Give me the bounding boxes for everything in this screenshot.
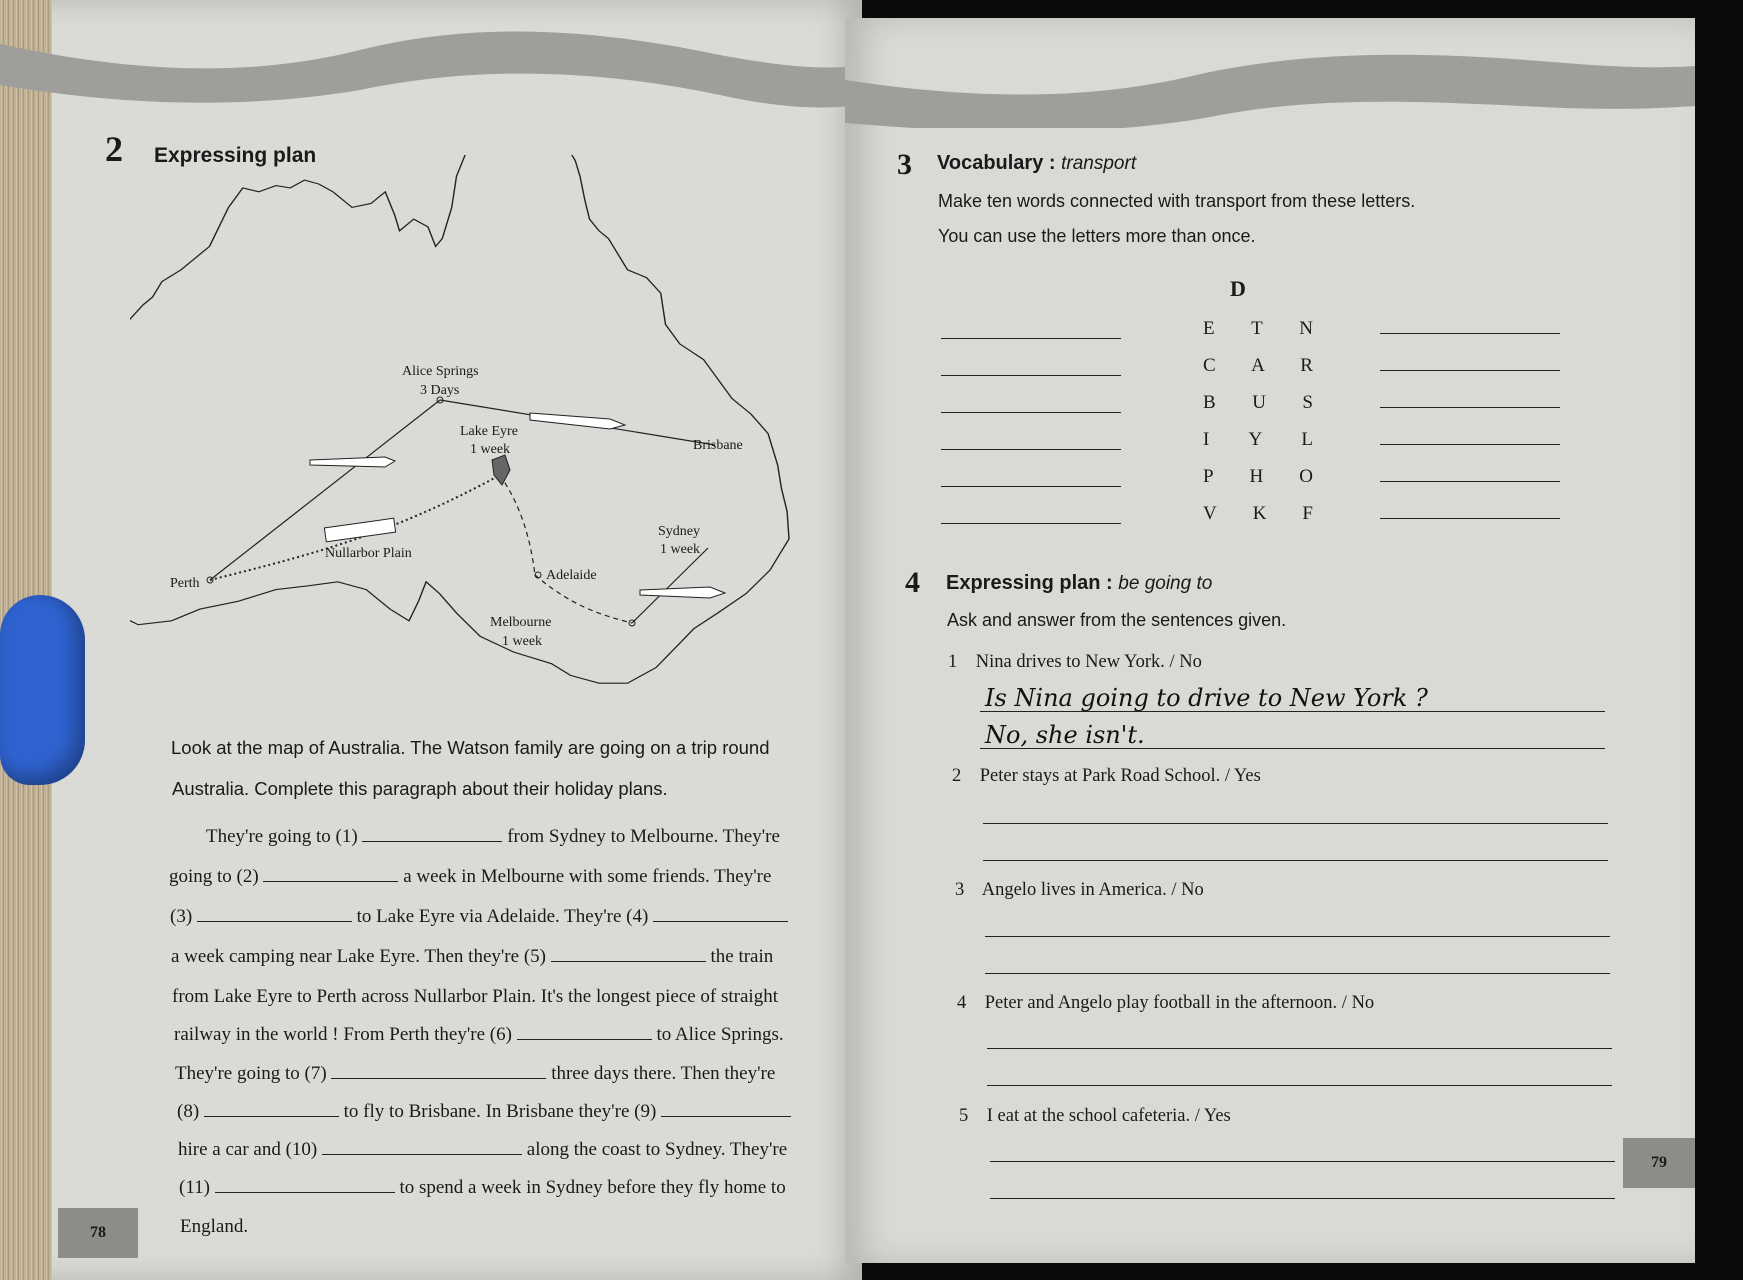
label-sydney-duration: 1 week [660, 542, 701, 557]
section3-number: 3 [897, 148, 912, 181]
instruction-line-1: Look at the map of Australia. The Watson family are going on a trip round [171, 737, 770, 758]
letter: K [1252, 503, 1267, 524]
letter: N [1299, 318, 1313, 339]
blank-11[interactable] [215, 1178, 395, 1193]
text: three days there. Then they're [551, 1063, 776, 1084]
text: (11) [179, 1177, 210, 1198]
text: to Alice Springs. [656, 1024, 784, 1045]
paragraph-line-3 [170, 906, 788, 928]
paragraph-line-11: England. [180, 1216, 249, 1237]
text: They're going to (1) [206, 826, 358, 847]
left-page [0, 0, 862, 1280]
question-number: 5 [959, 1106, 969, 1126]
text: the train [710, 946, 774, 967]
question-number: 4 [957, 993, 967, 1013]
letter: C [1203, 355, 1216, 376]
page-number-right: 79 [1623, 1138, 1695, 1188]
section4-title [946, 572, 1212, 595]
blank-5[interactable] [551, 947, 706, 962]
page-number-left: 78 [58, 1208, 138, 1258]
paragraph-line-10 [179, 1177, 786, 1199]
question-5 [959, 1106, 1231, 1127]
answer-line-right-4[interactable] [1380, 444, 1560, 445]
question-text: Nina drives to New York. / No [975, 652, 1202, 672]
title-text: Vocabulary : [937, 152, 1056, 174]
paragraph-line-7 [175, 1063, 775, 1085]
eraser-object [0, 595, 85, 785]
answer-line-q4-a[interactable] [987, 1048, 1612, 1049]
text: from Sydney to Melbourne. They're [507, 826, 780, 847]
handwritten-answer-1: Is Nina going to drive to New York ? [985, 684, 1428, 712]
answer-line-q1-b[interactable] [980, 748, 1605, 749]
answer-line-right-6[interactable] [1380, 518, 1560, 519]
answer-line-left-1[interactable] [941, 338, 1121, 339]
question-3 [955, 880, 1204, 901]
label-adelaide: Adelaide [546, 568, 597, 583]
question-number: 1 [948, 652, 958, 672]
text: along the coast to Sydney. They're [526, 1139, 788, 1160]
section4-number: 4 [905, 566, 920, 599]
blank-4[interactable] [653, 907, 788, 922]
paragraph-line-9 [178, 1139, 787, 1161]
blank-7[interactable] [331, 1064, 546, 1079]
letter-row-4 [1203, 429, 1313, 451]
answer-line-q3-b[interactable] [985, 973, 1610, 974]
label-alice-springs-duration: 3 Days [420, 383, 460, 398]
letter: F [1302, 503, 1313, 524]
answer-line-right-3[interactable] [1380, 407, 1560, 408]
text: to Lake Eyre via Adelaide. They're (4) [356, 906, 649, 927]
section3-title [937, 152, 1136, 175]
letter: L [1301, 429, 1313, 450]
label-brisbane: Brisbane [693, 438, 743, 453]
answer-line-right-5[interactable] [1380, 481, 1560, 482]
right-page [845, 18, 1695, 1263]
letter: I [1203, 429, 1210, 450]
australia-map [130, 155, 850, 735]
answer-line-left-3[interactable] [941, 412, 1121, 413]
text: (8) [177, 1101, 200, 1122]
question-text: Peter stays at Park Road School. / Yes [979, 766, 1261, 786]
letter: T [1251, 318, 1263, 339]
paragraph-line-5: from Lake Eyre to Perth across Nullarbor Plain. It's the longest piece of straight [172, 986, 778, 1007]
paragraph-line-8 [177, 1101, 791, 1123]
header-wave-band [845, 28, 1695, 128]
title-text: Expressing plan : [946, 572, 1113, 594]
label-lake-eyre-duration: 1 week [470, 442, 511, 457]
blank-10[interactable] [322, 1140, 522, 1155]
instruction-line-2: Australia. Complete this paragraph about their holiday plans. [172, 778, 668, 799]
letter-row-1 [1203, 318, 1313, 340]
blank-3[interactable] [197, 907, 352, 922]
header-wave-band [0, 10, 862, 110]
label-perth: Perth [170, 576, 200, 591]
question-2 [952, 766, 1261, 787]
answer-line-q5-a[interactable] [990, 1161, 1615, 1162]
answer-line-right-1[interactable] [1380, 333, 1560, 334]
subtitle-text: transport [1061, 153, 1137, 174]
text: hire a car and (10) [178, 1139, 318, 1160]
letter: V [1203, 503, 1217, 524]
label-alice-springs: Alice Springs [402, 364, 479, 379]
letter-top: D [1230, 276, 1246, 301]
text: going to (2) [169, 866, 259, 887]
label-nullarbor-plain: Nullarbor Plain [325, 546, 412, 561]
letter: E [1203, 318, 1215, 339]
letter: H [1249, 466, 1264, 487]
question-text: Peter and Angelo play football in the afternoon. / No [984, 993, 1375, 1013]
section3-instruction-1: Make ten words connected with transport from these letters. [938, 191, 1416, 211]
paragraph-line-2 [169, 866, 771, 888]
section-number: 2 [105, 129, 123, 169]
australia-outline [130, 155, 789, 683]
paragraph-line-6 [174, 1024, 784, 1046]
text: to fly to Brisbane. In Brisbane they're (9) [343, 1101, 657, 1122]
label-melbourne: Melbourne [490, 615, 552, 630]
label-melbourne-duration: 1 week [502, 634, 543, 649]
text: railway in the world ! From Perth they're (6) [174, 1024, 512, 1045]
label-sydney: Sydney [658, 524, 700, 539]
text: (3) [170, 906, 193, 927]
answer-line-q2-b[interactable] [983, 860, 1608, 861]
answer-line-q1-a[interactable] [980, 711, 1605, 712]
answer-line-left-4[interactable] [941, 449, 1121, 450]
section-title: Expressing plan [154, 144, 317, 167]
blank-2[interactable] [263, 867, 398, 882]
answer-line-right-2[interactable] [1380, 370, 1560, 371]
letter-row-6 [1203, 503, 1313, 525]
text: to spend a week in Sydney before they fly home to [399, 1177, 786, 1198]
letter: Y [1248, 429, 1263, 450]
answer-line-q5-b[interactable] [990, 1198, 1615, 1199]
answer-line-q4-b[interactable] [987, 1085, 1612, 1086]
answer-line-left-2[interactable] [941, 375, 1121, 376]
letter: U [1252, 392, 1266, 413]
letter-row-2 [1203, 355, 1313, 377]
letter: P [1203, 466, 1214, 487]
text: They're going to (7) [175, 1063, 327, 1084]
paragraph-line-4 [171, 946, 773, 968]
subtitle-text: be going to [1118, 573, 1213, 594]
blank-1[interactable] [362, 827, 502, 842]
letter-row-5 [1203, 466, 1313, 488]
question-text: Angelo lives in America. / No [981, 880, 1204, 900]
blank-9[interactable] [661, 1102, 791, 1117]
answer-line-q3-a[interactable] [985, 936, 1610, 937]
letter: R [1300, 355, 1313, 376]
question-text: I eat at the school cafeteria. / Yes [986, 1106, 1231, 1126]
blank-8[interactable] [204, 1102, 339, 1117]
question-1 [948, 652, 1202, 673]
letter: O [1299, 466, 1313, 487]
text: a week in Melbourne with some friends. They're [403, 866, 772, 887]
question-number: 3 [955, 880, 965, 900]
section4-instruction: Ask and answer from the sentences given. [947, 610, 1287, 630]
text: a week camping near Lake Eyre. Then they're (5) [171, 946, 546, 967]
letter: A [1251, 355, 1265, 376]
blank-6[interactable] [517, 1025, 652, 1040]
answer-line-q2-a[interactable] [983, 823, 1608, 824]
handwritten-answer-2: No, she isn't. [985, 721, 1145, 749]
letter: B [1203, 392, 1216, 413]
paragraph-line-1 [206, 826, 780, 848]
question-number: 2 [952, 766, 962, 786]
section3-instruction-2: You can use the letters more than once. [938, 226, 1256, 246]
letter: S [1302, 392, 1313, 413]
answer-line-left-6[interactable] [941, 523, 1121, 524]
question-4 [957, 993, 1374, 1014]
label-lake-eyre: Lake Eyre [460, 424, 518, 439]
answer-line-left-5[interactable] [941, 486, 1121, 487]
letter-row-3 [1203, 392, 1313, 414]
